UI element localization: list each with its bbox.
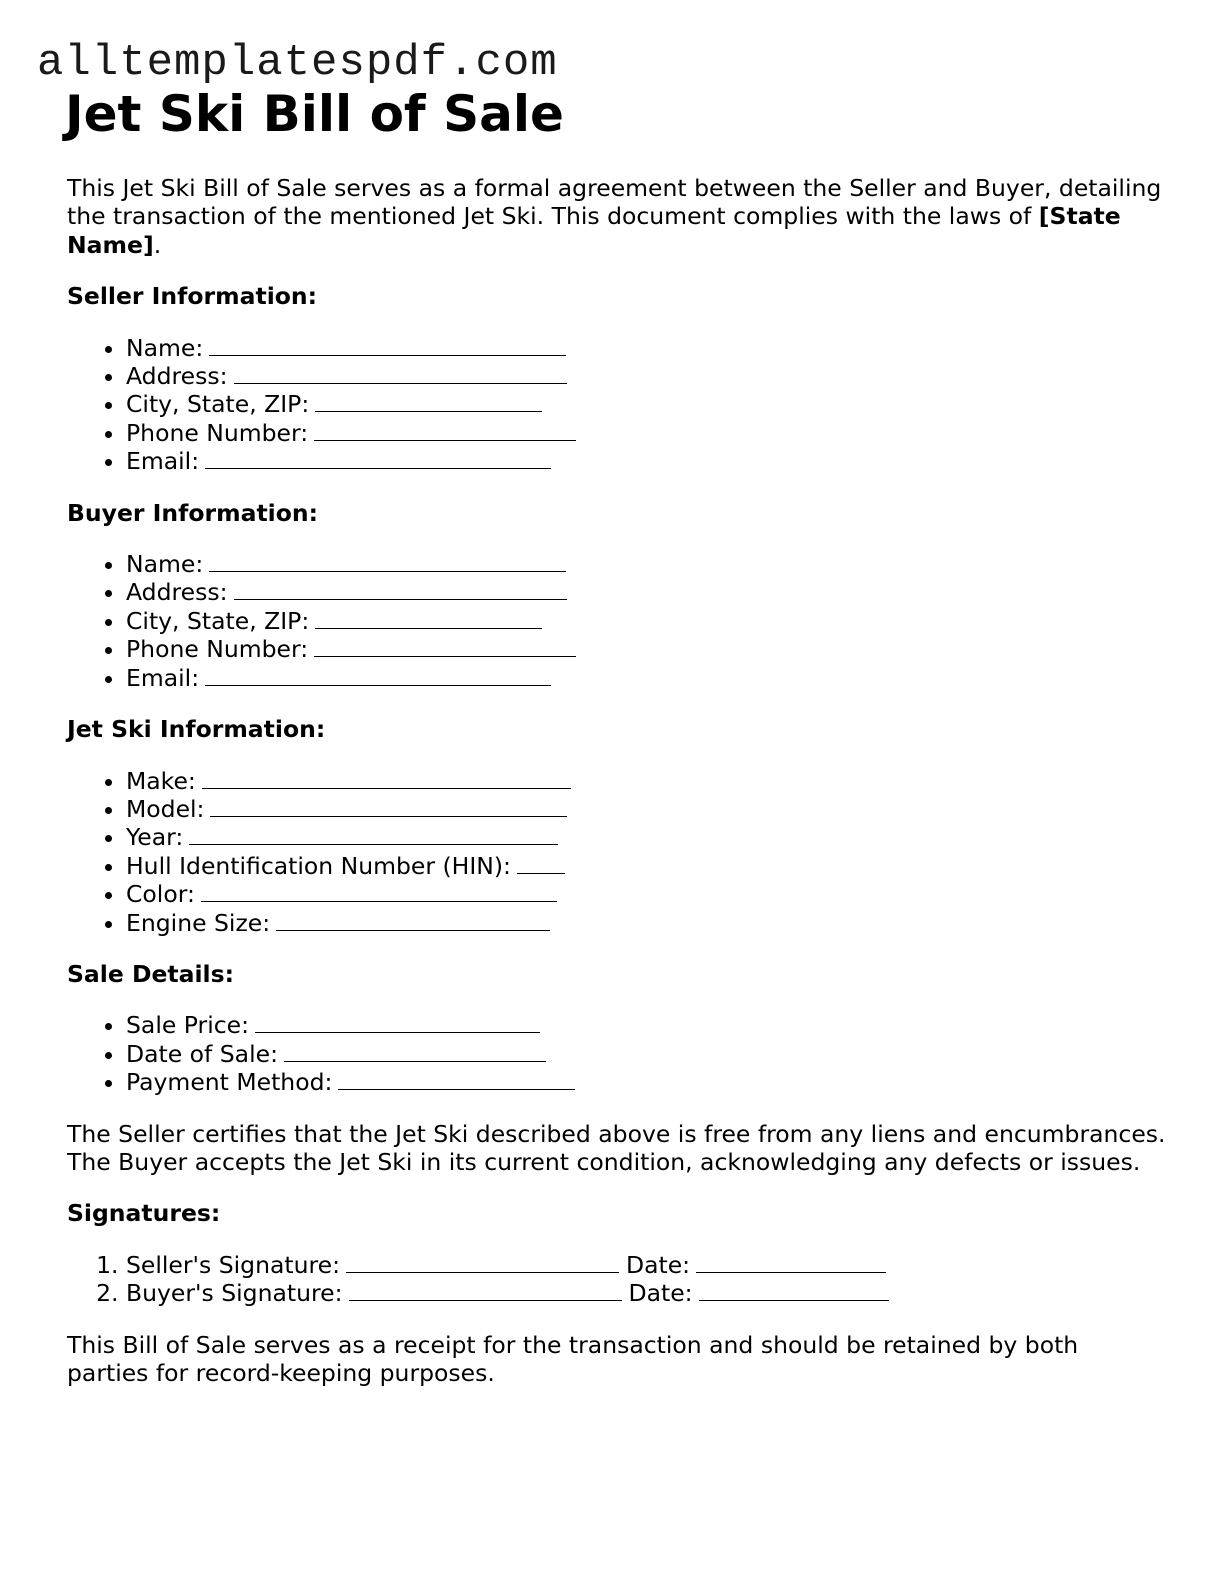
buyer-email-field[interactable] [205, 664, 551, 686]
seller-email-field[interactable] [205, 447, 551, 469]
jet-ski-engine-size-field[interactable] [276, 909, 550, 931]
jet-ski-information-heading: Jet Ski Information: [67, 715, 326, 744]
intro-paragraph: This Jet Ski Bill of Sale serves as a formal agreement between the Seller and Buyer, detailing the transaction of the mentioned Jet Ski. This document complies with the laws of [State Name]. [67, 174, 1162, 259]
site-watermark: alltemplatespdf.com [37, 38, 558, 88]
sale-price-item: • Sale Price: [126, 1011, 1167, 1039]
seller-address-item: • Address: [126, 362, 1167, 390]
jet-ski-make-field[interactable] [202, 767, 571, 789]
jet-ski-hin-item: • Hull Identification Number (HIN): [126, 852, 1167, 880]
buyer-signature-field[interactable] [349, 1279, 622, 1301]
payment-method-item: • Payment Method: [126, 1068, 1167, 1096]
buyer-email-item: • Email: [126, 664, 1167, 692]
jet-ski-model-item: • Model: [126, 795, 1167, 823]
buyer-address-field[interactable] [234, 578, 567, 600]
sale-details-heading: Sale Details: [67, 959, 234, 988]
buyer-signature-date-field[interactable] [699, 1279, 889, 1301]
date-of-sale-field[interactable] [284, 1040, 546, 1062]
jet-ski-year-field[interactable] [189, 823, 558, 845]
buyer-name-item: • Name: [126, 550, 1167, 578]
seller-signature-date-field[interactable] [696, 1251, 886, 1273]
sale-details-fields-list [67, 1011, 1167, 1096]
document-body [67, 174, 1167, 1387]
seller-city-state-zip-field[interactable] [315, 390, 542, 412]
jet-ski-year-item: • Year: [126, 823, 1167, 851]
intro-text: This Jet Ski Bill of Sale serves as a formal agreement between the Seller and Buyer, detailing the transaction of the mentioned Jet Ski. This document complies with the laws of [67, 174, 1162, 231]
seller-name-field[interactable] [209, 334, 566, 356]
certification-paragraph: The Seller certifies that the Jet Ski described above is free from any liens and encumbrances. The Buyer accepts the Jet Ski in its current condition, acknowledging any defects or issues. [67, 1119, 1166, 1176]
jet-ski-hin-field[interactable] [517, 852, 565, 874]
sale-price-field[interactable] [255, 1011, 540, 1033]
signatures-list [67, 1251, 1167, 1308]
buyer-address-item: • Address: [126, 578, 1167, 606]
seller-fields-list [67, 334, 1167, 476]
jet-ski-color-item: • Color: [126, 880, 1167, 908]
signatures-heading: Signatures: [67, 1199, 221, 1228]
closing-paragraph: This Bill of Sale serves as a receipt for the transaction and should be retained by both parties for record-keeping purposes. [67, 1330, 1079, 1387]
jet-ski-model-field[interactable] [210, 795, 567, 817]
seller-city-state-zip-item: • City, State, ZIP: [126, 390, 1167, 418]
buyer-phone-field[interactable] [314, 635, 576, 657]
seller-signature-field[interactable] [346, 1251, 619, 1273]
date-of-sale-item: • Date of Sale: [126, 1040, 1167, 1068]
buyer-information-heading: Buyer Information: [67, 498, 319, 527]
payment-method-field[interactable] [338, 1068, 575, 1090]
seller-signature-item: 1. Seller's Signature: Date: [126, 1251, 1167, 1279]
buyer-city-state-zip-item: • City, State, ZIP: [126, 607, 1167, 635]
buyer-city-state-zip-field[interactable] [315, 607, 542, 629]
seller-phone-field[interactable] [314, 419, 576, 441]
seller-address-field[interactable] [234, 362, 567, 384]
seller-phone-item: • Phone Number: [126, 419, 1167, 447]
buyer-signature-item: 2. Buyer's Signature: Date: [126, 1279, 1167, 1307]
seller-name-item: • Name: [126, 334, 1167, 362]
jet-ski-engine-size-item: • Engine Size: [126, 909, 1167, 937]
jet-ski-color-field[interactable] [201, 880, 557, 902]
buyer-phone-item: • Phone Number: [126, 635, 1167, 663]
buyer-fields-list [67, 550, 1167, 692]
jet-ski-make-item: • Make: [126, 767, 1167, 795]
state-name-placeholder: [State Name] [67, 202, 1121, 259]
document-title: Jet Ski Bill of Sale [65, 85, 564, 143]
jet-ski-fields-list [67, 767, 1167, 937]
seller-email-item: • Email: [126, 447, 1167, 475]
seller-information-heading: Seller Information: [67, 282, 318, 311]
buyer-name-field[interactable] [209, 550, 566, 572]
